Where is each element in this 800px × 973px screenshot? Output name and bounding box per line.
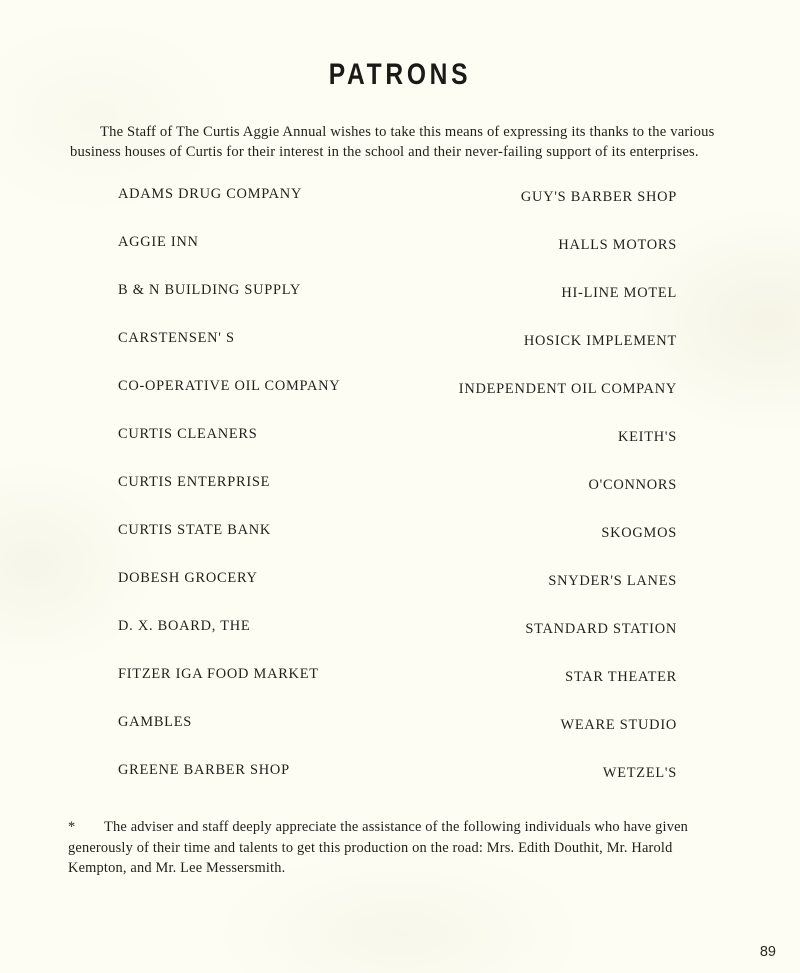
patron-name-right: WEARE STUDIO <box>560 717 677 733</box>
footnote-text: The adviser and staff deeply appreciate the assistance of the following individuals who have given generously of their time and talents to get this production on the road: Mrs. Edith Douthit, Mr. Harold Kempton, and Mr. Lee Messersmith. <box>68 819 689 876</box>
patron-name-right: O'CONNORS <box>588 477 677 493</box>
patron-name-left: ADAMS DRUG COMPANY <box>118 186 303 202</box>
patron-name-left: FITZER IGA FOOD MARKET <box>118 666 319 682</box>
patron-name-left: GREENE BARBER SHOP <box>118 762 290 778</box>
patrons-list <box>0 186 800 810</box>
patron-name-right: GUY'S BARBER SHOP <box>520 189 677 205</box>
footnote <box>68 817 728 879</box>
patron-row <box>0 714 800 762</box>
patron-name-left: CURTIS ENTERPRISE <box>118 474 271 490</box>
patron-name-left: GAMBLES <box>118 714 193 730</box>
patron-row <box>0 186 800 234</box>
patron-name-right: KEITH'S <box>617 429 677 445</box>
patron-name-right: HI-LINE MOTEL <box>561 285 677 301</box>
patron-name-left: CURTIS STATE BANK <box>118 522 272 538</box>
patron-name-right: HALLS MOTORS <box>558 237 677 253</box>
patron-row <box>0 570 800 618</box>
patron-name-left: DOBESH GROCERY <box>118 570 258 586</box>
patron-name-left: B & N BUILDING SUPPLY <box>118 282 302 298</box>
patron-name-right: INDEPENDENT OIL COMPANY <box>458 381 677 397</box>
patron-row <box>0 618 800 666</box>
patron-row <box>0 762 800 810</box>
patron-name-right: STAR THEATER <box>565 669 677 685</box>
patron-row <box>0 474 800 522</box>
patron-name-right: SNYDER'S LANES <box>548 573 677 589</box>
patron-name-left: AGGIE INN <box>118 234 199 250</box>
patron-row <box>0 234 800 282</box>
patron-name-right: SKOGMOS <box>601 525 677 541</box>
patron-row <box>0 522 800 570</box>
patron-name-left: CARSTENSEN' S <box>118 330 235 346</box>
patron-row <box>0 330 800 378</box>
patron-row <box>0 666 800 714</box>
patron-row <box>0 378 800 426</box>
patron-row <box>0 282 800 330</box>
patron-name-right: STANDARD STATION <box>525 621 677 637</box>
patron-name-right: WETZEL'S <box>602 765 677 781</box>
page-title: PATRONS <box>328 58 472 91</box>
intro-paragraph: The Staff of The Curtis Aggie Annual wishes to take this means of expressing its thanks to the various business houses of Curtis for their interest in the school and their never-failing support of its enterprises. <box>70 123 715 161</box>
patron-name-left: CO-OPERATIVE OIL COMPANY <box>118 378 341 394</box>
patron-name-left: D. X. BOARD, THE <box>118 618 251 634</box>
patron-name-left: CURTIS CLEANERS <box>118 426 258 442</box>
footnote-marker: * <box>68 819 76 835</box>
patron-row <box>0 426 800 474</box>
page-number: 89 <box>759 944 776 960</box>
patron-name-right: HOSICK IMPLEMENT <box>523 333 677 349</box>
